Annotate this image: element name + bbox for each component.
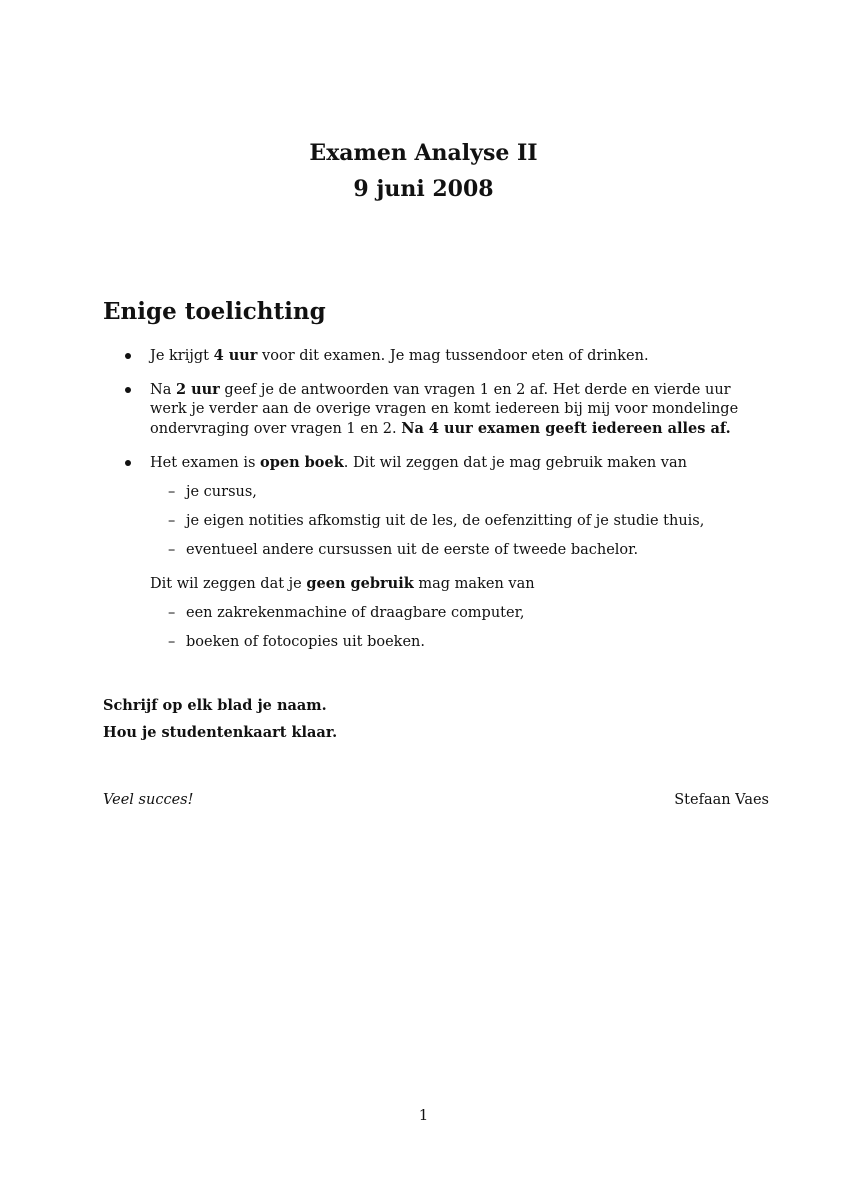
dash-icon: – [168, 542, 176, 558]
forbidden-item-text: boeken of fotocopies uit boeken. [186, 634, 425, 650]
restriction-paragraph [150, 574, 771, 594]
closing-notes [103, 692, 337, 746]
list-item [150, 541, 771, 560]
list-item [150, 512, 771, 531]
bullet-icon [125, 353, 131, 359]
page-number: 1 [418, 1106, 429, 1124]
list-item [103, 346, 771, 366]
bullet-icon [125, 460, 131, 466]
exam-title: Examen Analyse II [309, 140, 538, 166]
closing-line-card: Hou je studentenkaart klaar. [103, 724, 338, 741]
good-luck-text: Veel succes! [103, 792, 194, 808]
item-text [150, 346, 771, 366]
forbidden-item-text: een zakrekenmachine of draagbare computer, [186, 605, 525, 621]
allowed-item-text: je cursus, [186, 484, 257, 500]
list-item [150, 604, 771, 623]
item-text [150, 453, 771, 473]
list-item [150, 633, 771, 652]
allowed-list [150, 483, 771, 560]
text-run: geef je de antwoorden van vragen 1 en 2 af. Het derde en vierde uur werk je verder aan de overige vragen en komt iedereen bij mij voor mondelinge ondervraging over vragen 1 en 2. [150, 382, 739, 437]
exam-date: 9 juni 2008 [353, 176, 494, 202]
item-text [150, 380, 771, 439]
dash-icon: – [168, 634, 176, 650]
bold-run: open boek [260, 454, 344, 471]
text-run: mag maken van [413, 576, 535, 592]
dash-icon: – [168, 484, 176, 500]
forbidden-list [150, 604, 771, 652]
list-item [150, 483, 771, 502]
text-run: voor dit examen. Je mag tussendoor eten of drinken. [257, 348, 649, 364]
list-item [103, 380, 771, 439]
bold-run: geen gebruik [306, 575, 414, 592]
text-run: Je krijgt [150, 348, 214, 364]
text-run: . Dit wil zeggen dat je mag gebruik maken van [343, 455, 687, 471]
list-item [103, 453, 771, 652]
closing-line-name: Schrijf op elk blad je naam. [103, 697, 327, 714]
dash-icon: – [168, 513, 176, 529]
text-run: Dit wil zeggen dat je [150, 576, 307, 592]
bullet-icon [125, 387, 131, 393]
bold-run: 4 uur [213, 347, 258, 364]
text-run: Het examen is [150, 455, 261, 471]
text-run: Na [150, 382, 176, 398]
bold-run: Na 4 uur examen geeft iedereen alles af. [401, 420, 731, 437]
section-heading: Enige toelichting [103, 298, 326, 325]
signoff [103, 792, 769, 808]
dash-icon: – [168, 605, 176, 621]
bold-run: 2 uur [175, 381, 220, 398]
instructions-list [103, 346, 771, 666]
allowed-item-text: eventueel andere cursussen uit de eerste of tweede bachelor. [186, 542, 639, 558]
author-name: Stefaan Vaes [674, 792, 769, 808]
allowed-item-text: je eigen notities afkomstig uit de les, de oefenzitting of je studie thuis, [186, 513, 705, 529]
